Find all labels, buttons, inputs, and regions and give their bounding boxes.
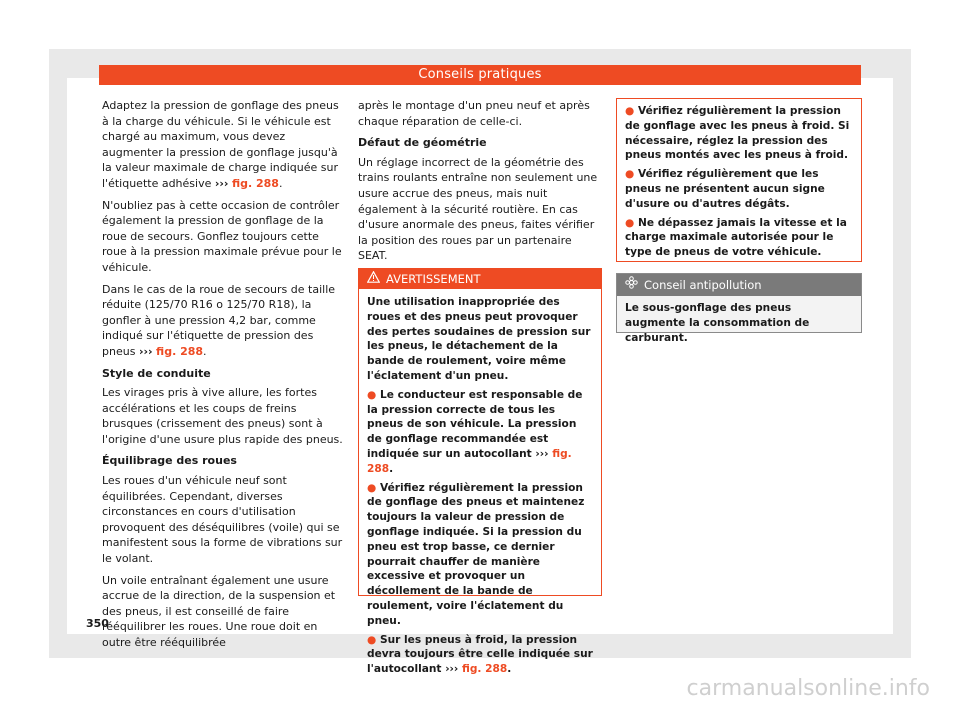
warning-title: AVERTISSEMENT: [386, 272, 481, 286]
column-left: [102, 98, 344, 657]
warning-header: [359, 269, 601, 289]
ref-arrow: ›››: [138, 344, 153, 358]
figure-link[interactable]: fig. 288: [367, 447, 572, 475]
ref-arrow: ›››: [445, 663, 459, 676]
environment-tip-header: [617, 274, 861, 296]
warning-bullet: ● Vérifiez régulièrement la pression de gonflage avec les pneus à froid. Si nécessaire, réglez la pression des pneus montés avec les pneus à froid.: [625, 105, 850, 162]
figure-link[interactable]: fig. 288: [231, 176, 279, 190]
environment-tip-title: Conseil antipollution: [644, 278, 762, 292]
ref-arrow: ›››: [535, 447, 549, 460]
page-number: 350: [86, 617, 109, 630]
subheading: Défaut de géométrie: [358, 136, 487, 150]
bullet-icon: ●: [625, 105, 635, 117]
paragraph: Les virages pris à vive allure, les fortes accélérations et les coups de freins brusques (crissement des pneus) sont à l'origine d'une usure plus rapide des pneus.: [102, 386, 343, 446]
paragraph: après le montage d'un pneu neuf et après chaque réparation de celle-ci.: [358, 99, 590, 128]
paragraph: Adaptez la pression de gonflage des pneus à la charge du véhicule. Si le véhicule est chargé au maximum, vous devez augmenter la pression de gonflage jusqu'à la valeur maximale de charge indiquée sur l'étiquette adhésive ››› fig. 288.: [102, 99, 339, 190]
warning-bullet: ● Sur les pneus à froid, la pression devra toujours être celle indiquée sur l'autocollant ››› fig. 288.: [367, 633, 593, 676]
figure-link[interactable]: fig. 288: [462, 663, 508, 676]
column-middle: [358, 98, 602, 270]
watermark-logo: carmanualsonline.info: [686, 676, 930, 701]
warning-body: [359, 289, 601, 677]
subheading: Équilibrage des roues: [102, 454, 237, 468]
bullet-icon: ●: [367, 633, 377, 646]
paragraph: Un réglage incorrect de la géométrie des trains roulants entraîne non seulement une usure accrue des pneus, mais nuit également à la sécurité routière. En cas d'usure anormale des pneus, faites vérifier la position des roues par un partenaire SEAT.: [358, 155, 598, 263]
warning-intro: Une utilisation inappropriée des roues et des pneus peut provoquer des pertes soudaines de pression sur les pneus, le détachement de la bande de roulement, voire même l'éclatement d'un pneu.: [367, 296, 591, 382]
flower-icon: [625, 274, 638, 296]
bullet-icon: ●: [367, 388, 377, 401]
warning-bullet: ● Ne dépassez jamais la vitesse et la charge maximale autorisée pour le type de pneus de votre véhicule.: [625, 216, 847, 259]
ref-arrow: ›››: [214, 176, 229, 190]
warning-box: [358, 268, 602, 676]
figure-link[interactable]: fig. 288: [156, 344, 204, 358]
bullet-icon: ●: [625, 168, 635, 181]
paragraph: Un voile entraînant également une usure accrue de la direction, de la suspension et des pneus, il est conseillé de faire rééquilibrer les roues. Une roue doit en outre être rééquilibrée: [102, 573, 336, 649]
environment-tip-text: Le sous-gonflage des pneus augmente la consommation de carburant.: [625, 302, 810, 344]
bullet-icon: ●: [367, 481, 377, 494]
warning-bullet: ● Vérifiez régulièrement la pression de gonflage des pneus et maintenez toujours la valeur de pression de gonflage indiquée. Si la pression du pneu est trop basse, ce dernier pourrait chauffer de manière excessive et provoquer un décollement de la bande de roulement, voire l'éclatement du pneu.: [367, 481, 585, 627]
paragraph: Dans le cas de la roue de secours de taille réduite (125/70 R16 o 125/70 R18), la gonfler à une pression 4,2 bar, comme indiqué sur l'étiquette de pression des pneus ››› fig. 288.: [102, 282, 336, 358]
warning-bullet: ● Vérifiez régulièrement que les pneus ne présentent aucun signe d'usure ou d'autres dégâts.: [625, 168, 825, 210]
paragraph: N'oubliez pas à cette occasion de contrôler également la pression de gonflage de la roue de secours. Gonflez toujours cette roue à la pression maximale prévue pour le véhicule.: [102, 198, 342, 274]
warning-icon: [367, 269, 380, 289]
bullet-icon: ●: [625, 216, 635, 229]
environment-tip-box: [616, 273, 862, 344]
subheading: Style de conduite: [102, 366, 211, 380]
paragraph: Les roues d'un véhicule neuf sont équilibrées. Cependant, diverses circonstances en cours d'utilisation provoquent des déséquilibres (voile) qui se manifestent sous la forme de vibrations sur le volant.: [102, 474, 343, 566]
section-header: Conseils pratiques: [99, 65, 861, 85]
warning-box-continued: [616, 98, 862, 262]
warning-bullet: ● Le conducteur est responsable de la pression correcte de tous les pneus de son véhicule. La pression de gonflage recommandée est indiquée sur un autocollant ››› fig. 288.: [367, 388, 583, 475]
